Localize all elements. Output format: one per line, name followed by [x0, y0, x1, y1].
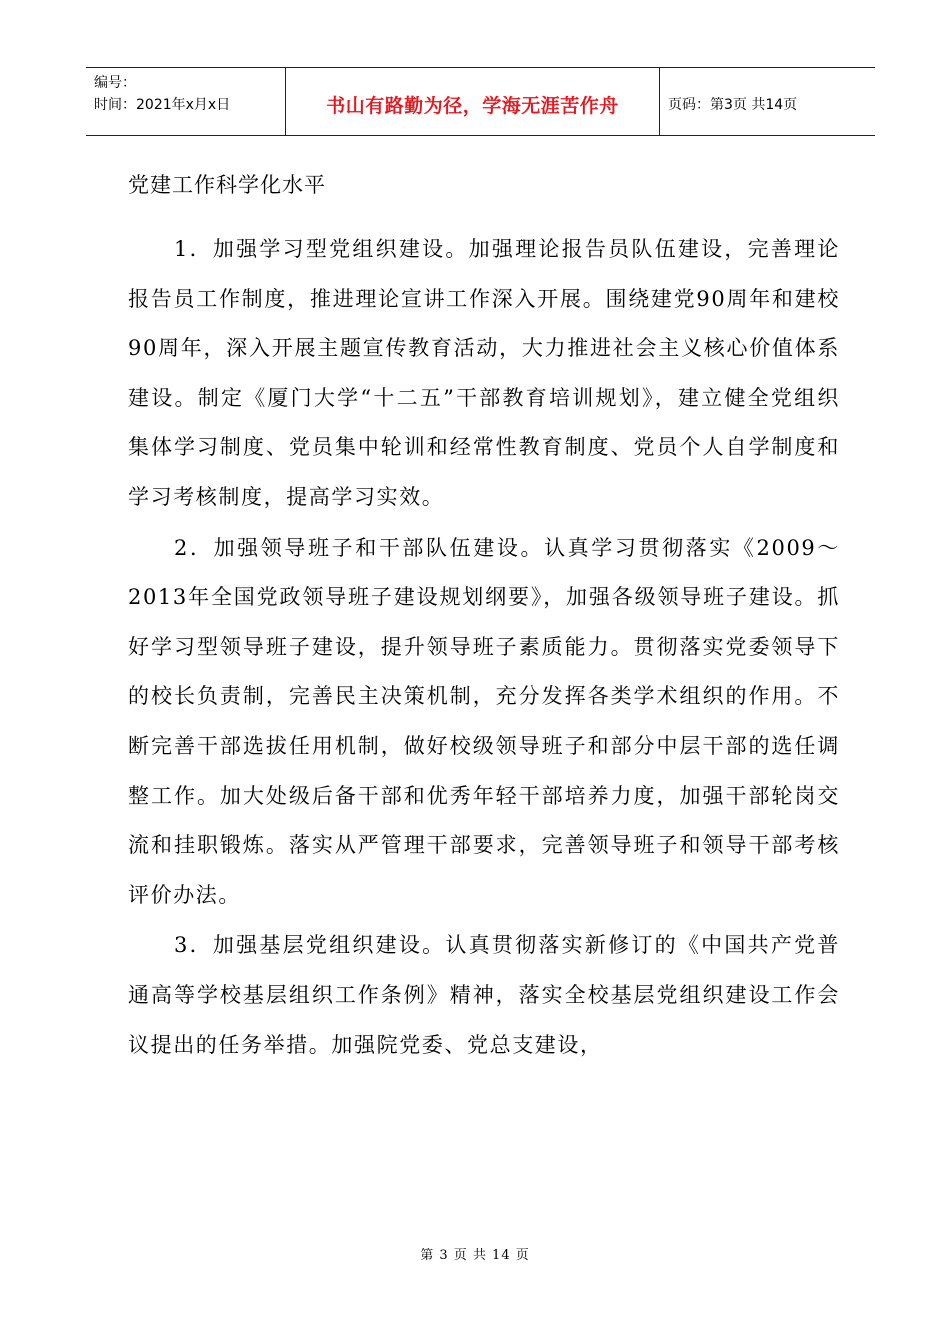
- paragraph-2: 2．加强领导班子和干部队伍建设。认真学习贯彻落实《2009～2013年全国党政领导班子建设规划纲要》，加强各级领导班子建设。抓好学习型领导班子建设，提升领导班子素质能力。贯彻落实党委领导下的校长负责制，完善民主决策机制，充分发挥各类学术组织的作用。不断完善干部选拔任用机制，做好校级领导班子和部分中层干部的选任调整工作。加大处级后备干部和优秀年轻干部培养力度，加强干部轮岗交流和挂职锻炼。落实从严管理干部要求，完善领导班子和领导干部考核评价办法。: [128, 535, 840, 907]
- page-header: [86, 67, 875, 136]
- header-meta: [86, 68, 286, 135]
- document-date: 时间：2021年x月x日: [94, 97, 231, 113]
- section-heading: 党建工作科学化水平: [128, 173, 326, 197]
- paragraph-1: 1．加强学习型党组织建设。加强理论报告员队伍建设，完善理论报告员工作制度，推进理论宣讲工作深入开展。围绕建党90周年和建校90周年，深入开展主题宣传教育活动，大力推进社会主义核心价值体系建设。制定《厦门大学“十二五”干部教育培训规划》，建立健全党组织集体学习制度、党员集中轮训和经常性教育制度、党员个人自学制度和学习考核制度，提高学习实效。: [128, 237, 840, 509]
- header-motto: 书山有路勤为径，学海无涯苦作舟: [286, 68, 660, 135]
- paragraph-3: 3．加强基层党组织建设。认真贯彻落实新修订的《中国共产党普通高等学校基层组织工作条例》精神，落实全校基层党组织建设工作会议提出的任务举措。加强院党委、党总支建设，: [128, 933, 840, 1057]
- document-body: [128, 225, 840, 1071]
- document-number-label: 编号：: [94, 75, 136, 91]
- header-page-info: 页码：第3页 共14页: [668, 96, 798, 113]
- page-footer: 第 3 页 共 14 页: [420, 1248, 530, 1263]
